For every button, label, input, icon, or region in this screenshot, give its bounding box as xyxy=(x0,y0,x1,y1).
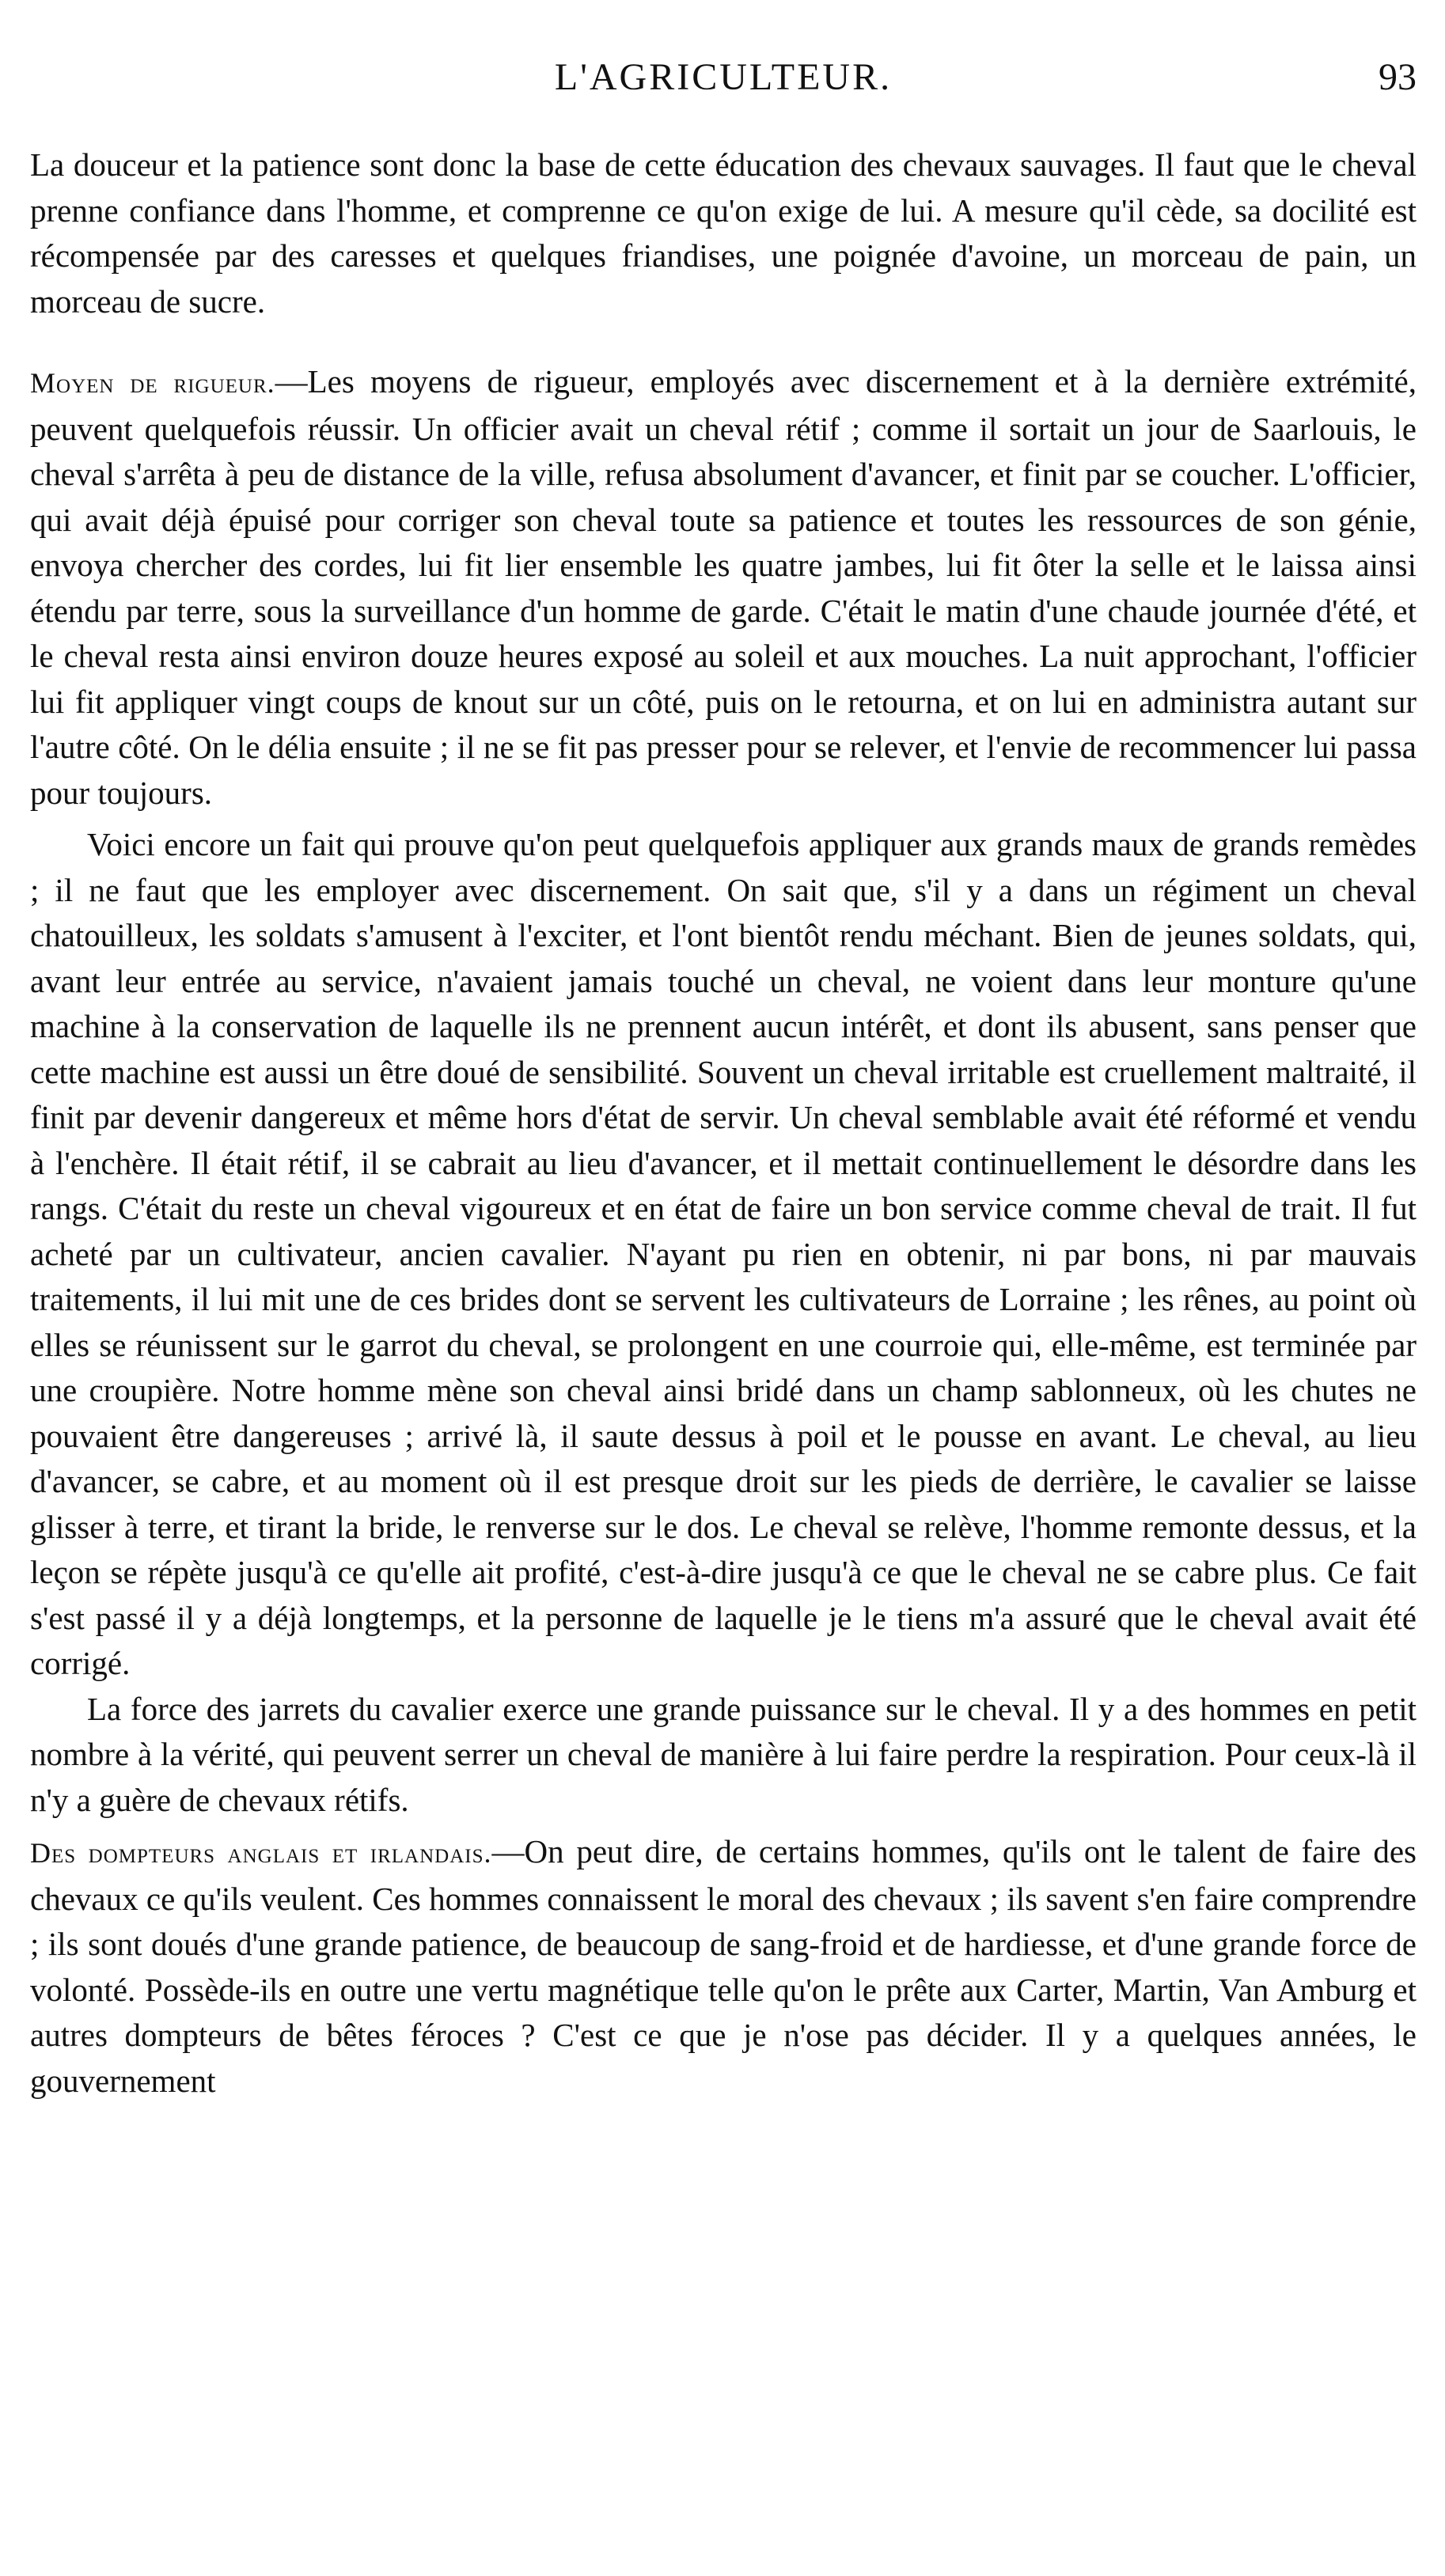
paragraph-force-jarrets xyxy=(30,1687,1417,1824)
section-lead: Des dompteurs anglais et irlandais. xyxy=(30,1837,492,1869)
paragraph-education xyxy=(30,142,1417,324)
section-lead: Moyen de rigueur. xyxy=(30,367,275,399)
paragraph-dompteurs xyxy=(30,1829,1417,2104)
paragraph-moyen-de-rigueur xyxy=(30,359,1417,816)
running-title: L'AGRICULTEUR. xyxy=(554,56,893,98)
running-head xyxy=(30,55,1417,142)
page-number: 93 xyxy=(1379,56,1417,98)
paragraph-text: Voici encore un fait qui prouve qu'on peut quelquefois appliquer aux grands maux de grands remèdes ; il ne faut que les employer avec discernement. On sait que, s'il y a dans un régiment un cheval chatouilleux, les soldats s'amusent à l'exciter, et l'ont bientôt rendu méchant. Bien de jeunes soldats, qui, avant leur entrée au service, n'avaient jamais touché un cheval, ne voient dans leur monture qu'une machine à la conservation de laquelle ils ne prennent aucun intérêt, et dont ils abusent, sans penser que cette machine est aussi un être doué de sensibilité. Souvent un cheval irritable est cruellement maltraité, il finit par devenir dangereux et même hors d'état de servir. Un cheval semblable avait été réformé et vendu à l'enchère. Il était rétif, il se cabrait au lieu d'avancer, et il mettait continuellement le désordre dans les rangs. C'était du reste un cheval vigoureux et en état de faire un bon service comme cheval de trait. Il fut acheté par un cultivateur, ancien cavalier. N'ayant pu rien en obtenir, ni par bons, ni par mauvais traitements, il lui mit une de ces brides dont se servent les cultivateurs de Lorraine ; les rênes, au point où elles se réunissent sur le garrot du cheval, se prolongent en une courroie qui, elle-même, est terminée par une croupière. Notre homme mène son cheval ainsi bridé dans un champ sablonneux, où les chutes ne pouvaient être dangereuses ; arrivé là, il saute dessus à poil et le pousse en avant. Le cheval, au lieu d'avancer, se cabre, et au moment où il est presque droit sur les pieds de derrière, le cavalier se laisse glisser à terre, et tirant la bride, le renverse sur le dos. Le cheval se relève, l'homme remonte dessus, et la leçon se répète jusqu'à ce qu'elle ait profité, c'est-à-dire jusqu'à ce que le cheval ne se cabre plus. Ce fait s'est passé il y a déjà longtemps, et la personne de laquelle je le tiens m'a assuré que le cheval avait été corrigé. xyxy=(30,826,1417,1681)
paragraph-cheval-reforme xyxy=(30,822,1417,1687)
paragraph-text: —Les moyens de rigueur, employés avec discernement et à la dernière extrémité, peuvent quelquefois réussir. Un officier avait un cheval rétif ; comme il sortait un jour de Saarlouis, le cheval s'arrêta à peu de distance de la ville, refusa absolument d'avancer, et finit par se coucher. L'officier, qui avait déjà épuisé pour corriger son cheval toute sa patience et toutes les ressources de son génie, envoya chercher des cordes, lui fit lier ensemble les quatre jambes, lui fit ôter la selle et le laissa ainsi étendu par terre, sous la surveillance d'un homme de garde. C'était le matin d'une chaude journée d'été, et le cheval resta ainsi environ douze heures exposé au soleil et aux mouches. La nuit approchant, l'officier lui fit appliquer vingt coups de knout sur un côté, puis on le retourna, et on lui en administra autant sur l'autre côté. On le délia ensuite ; il ne se fit pas presser pour se relever, et l'envie de recommencer lui passa pour toujours. xyxy=(30,363,1417,811)
paragraph-text: La force des jarrets du cavalier exerce une grande puissance sur le cheval. Il y a des hommes en petit nombre à la vérité, qui peuvent serrer un cheval de manière à lui faire perdre la respiration. Pour ceux-là il n'y a guère de chevaux rétifs. xyxy=(30,1690,1417,1818)
paragraph-text: —On peut dire, de certains hommes, qu'ils ont le talent de faire des chevaux ce qu'ils veulent. Ces hommes connaissent le moral des chevaux ; ils savent s'en faire comprendre ; ils sont doués d'une grande patience, de beaucoup de sang-froid et de hardiesse, et d'une grande force de volonté. Possède-ils en outre une vertu magnétique telle qu'on le prête aux Carter, Martin, Van Amburg et autres dompteurs de bêtes féroces ? C'est ce que je n'ose pas décider. Il y a quelques années, le gouvernement xyxy=(30,1833,1417,2099)
paragraph-text: La douceur et la patience sont donc la base de cette éducation des chevaux sauvages. Il faut que le cheval prenne confiance dans l'homme, et comprenne ce qu'on exige de lui. A mesure qu'il cède, sa docilité est récompensée par des caresses et quelques friandises, une poignée d'avoine, un morceau de pain, un morceau de sucre. xyxy=(30,146,1417,320)
book-page xyxy=(30,55,1417,2104)
